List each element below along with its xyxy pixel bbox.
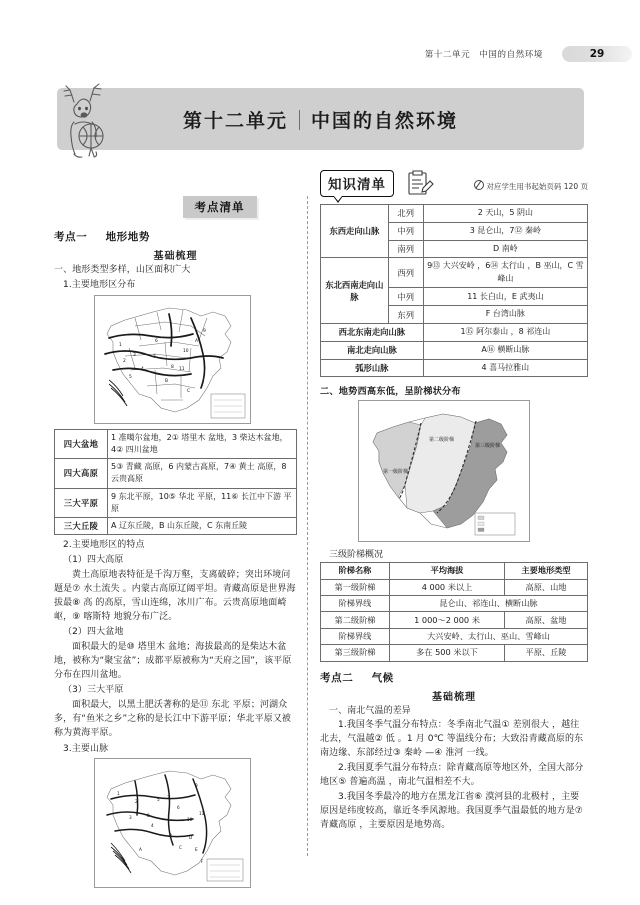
svg-text:B: B (169, 833, 172, 839)
svg-text:C: C (179, 845, 182, 851)
row-sub: 南列 (388, 240, 423, 258)
deer-with-globe-mascot (58, 74, 122, 160)
kaodian-2-title: 气候 (371, 671, 394, 684)
left-p1-text: 黄土高原地表特征是千沟万壑，支离破碎；突出环境问题是⑦ 水土流失 。内蒙古高原辽阔平坦。青藏高原是世界海拔最⑧ 高 的高原，雪山连绵，冰川广布。云贵高原地面崎岖，⑨ 喀斯特 地貌分布广泛。 (54, 570, 296, 623)
left-column (54, 196, 297, 892)
svg-text:第三级阶梯: 第三级阶梯 (475, 443, 501, 450)
running-head-unit: 第十二单元 中国的自然环境 (424, 50, 543, 60)
row-value: 9 东北平原，10⑤ 华北 平原，11⑥ 长江中下游 平原 (108, 488, 297, 517)
row-value: 11 长白山，E 武夷山 (423, 288, 587, 306)
table-row (321, 205, 588, 223)
table-row (321, 596, 588, 612)
row-key: 三大丘陵 (55, 518, 108, 535)
svg-text:F: F (201, 859, 204, 865)
table-row (55, 518, 297, 535)
unit-label: 第十二单元 (182, 109, 288, 132)
right-column (320, 170, 588, 834)
row-sub: 中列 (388, 222, 423, 240)
row-key: 东北西南走向山脉 (321, 258, 389, 324)
left-sub-2-heading: 2.主要地形区的特点 (63, 540, 145, 551)
svg-text:C: C (187, 388, 191, 394)
section-tag-kaodian: 考点清单 (183, 196, 257, 218)
svg-text:5: 5 (157, 797, 160, 803)
row-value: A 辽东丘陵，B 山东丘陵，C 东南丘陵 (108, 518, 297, 535)
step-altitude: 4 000 米以上 (390, 579, 505, 595)
row-key: 三大平原 (55, 488, 108, 517)
kaodian-1-number: 考点一 (54, 231, 88, 243)
svg-text:6: 6 (177, 805, 180, 811)
china-mountain-ranges-map (94, 758, 251, 888)
china-three-step-terrain-map (358, 400, 530, 542)
left-sub-3-heading: 3.主要山脉 (63, 743, 109, 754)
left-p2-text: 面积最大的是⑩ 塔里木 盆地；海拔最高的是柴达木盆地，被称为“聚宝盆”；成都平原被称为“天府之国”，该平原分布在四川盆地。 (54, 641, 292, 680)
mountain-ranges-table (320, 204, 588, 377)
row-sub: 中列 (388, 288, 423, 306)
row-key: 西北东南走向山脉 (321, 323, 424, 341)
right-section-3-heading: 一、南北气温的差异 (329, 705, 411, 716)
table-row (321, 258, 588, 288)
step-altitude: 多在 500 米以下 (390, 645, 505, 661)
kaodian-1-title: 地形地势 (105, 231, 150, 243)
row-value: 2 天山，5 阴山 (423, 205, 587, 223)
map2-legend (475, 513, 515, 535)
svg-text:1: 1 (119, 342, 122, 348)
banner-divider (299, 110, 300, 130)
student-book-page-note (474, 179, 588, 192)
step-name: 第一级阶梯 (321, 579, 390, 595)
row-sub: 西列 (388, 258, 423, 288)
row-key: 东西走向山脉 (321, 205, 389, 258)
svg-text:3: 3 (129, 815, 132, 821)
left-p1-title: （1）四大高原 (63, 555, 124, 566)
step-type: 高原、山地 (505, 579, 588, 595)
row-value: 1⑮ 阿尔泰山 ，8 祁连山 (423, 323, 587, 341)
map3-graphic (95, 759, 250, 887)
svg-text:D: D (189, 835, 193, 841)
map1-legend (211, 394, 245, 418)
row-key: 四大盆地 (55, 429, 108, 458)
svg-text:2: 2 (135, 799, 138, 805)
svg-text:1: 1 (117, 791, 120, 797)
step-type: 高原、盆地 (505, 612, 588, 628)
svg-text:10: 10 (183, 348, 189, 354)
steps-table-caption: 三级阶梯概况 (329, 550, 384, 561)
step-type: 平原、丘陵 (505, 645, 588, 661)
table-row (321, 612, 588, 628)
clipboard-pencil-icon (404, 168, 434, 198)
table-row (321, 579, 588, 595)
svg-text:A: A (139, 847, 142, 853)
svg-text:3: 3 (133, 352, 136, 358)
row-value: 3 昆仑山，7⑫ 秦岭 (423, 222, 587, 240)
svg-text:第一级阶梯: 第一级阶梯 (383, 469, 409, 476)
running-head (0, 44, 640, 64)
knowledge-list-bubble: 知识清单 (320, 170, 394, 197)
table-row (321, 359, 588, 377)
left-p3-text: 面积最大，以黑土肥沃著称的是⑪ 东北 平原；河湖众多，有“鱼米之乡”之称的是长江中下游平原；华北平原又被称为黄海平原。 (54, 699, 292, 738)
row-value: 4 喜马拉雅山 (423, 359, 587, 377)
student-book-page-note-text: 对应学生用书起始页码 120 页 (486, 182, 588, 191)
row-key: 南北走向山脉 (321, 341, 424, 359)
row-value: 9⑬ 大兴安岭 ，6⑭ 太行山 ，B 巫山，C 雪峰山 (423, 258, 587, 288)
svg-text:11: 11 (199, 811, 205, 817)
page-number: 29 (589, 48, 605, 60)
step-name: 第三级阶梯 (321, 645, 390, 661)
unit-title: 中国的自然环境 (311, 109, 459, 132)
svg-text:4: 4 (151, 823, 154, 829)
kaodian-2-number: 考点二 (320, 671, 354, 684)
svg-text:9: 9 (195, 783, 198, 789)
china-landform-distribution-map (94, 295, 251, 424)
svg-text:10: 10 (187, 817, 193, 823)
svg-text:4: 4 (141, 366, 144, 372)
unit-banner-title (57, 88, 584, 150)
col-header-name: 阶梯名称 (321, 563, 390, 579)
col-header-altitude: 平均海拔 (390, 563, 505, 579)
svg-text:7: 7 (167, 795, 170, 801)
svg-text:8: 8 (147, 813, 150, 819)
svg-text:11: 11 (179, 366, 185, 372)
climate-point-2: 2.我国夏季气温分布特点：除青藏高原等地区外，全国大部分地区⑤ 普遍高温 ，南北气温相差不大。 (320, 763, 584, 788)
kaodian-2-heading (320, 670, 588, 685)
step-altitude: 1 000～2 000 米 (390, 612, 505, 628)
table-row (321, 645, 588, 661)
row-sub: 北列 (388, 205, 423, 223)
row-value: 5③ 青藏 高原，6 内蒙古高原，7④ 黄土 高原，8 云贵高原 (108, 459, 297, 488)
column-divider (307, 196, 308, 856)
landform-regions-table (54, 429, 297, 536)
row-value: 1 准噶尔盆地，2① 塔里木 盆地，3 柴达木盆地，4② 四川盆地 (108, 429, 297, 458)
step-boundary: 大兴安岭、太行山、巫山、雪峰山 (390, 628, 588, 644)
col-header-type: 主要地形类型 (505, 563, 588, 579)
table-row (321, 341, 588, 359)
climate-point-3: 3.我国冬季最冷的地方在黑龙江省⑥ 漠河县的北极村 ，主要原因是纬度较高，靠近冬季风源地。我国夏季气温最低的地方是⑦ 青藏高原 ，主要原因是地势高。 (320, 792, 583, 831)
row-key: 弧形山脉 (321, 359, 424, 377)
svg-text:7: 7 (153, 354, 156, 360)
jichu-shuli-heading-2: 基础梳理 (432, 691, 476, 703)
knowledge-list-header (320, 170, 588, 204)
left-p2-title: （2）四大盆地 (63, 627, 124, 637)
svg-text:2: 2 (123, 358, 126, 364)
svg-text:6: 6 (155, 338, 158, 344)
table-row (55, 459, 297, 488)
map3-legend (207, 859, 243, 881)
jichu-shuli-heading-1: 基础梳理 (153, 251, 198, 262)
three-step-terrain-table (320, 562, 588, 661)
table-row (321, 628, 588, 644)
svg-text:8: 8 (171, 364, 174, 370)
unit-banner (57, 88, 584, 150)
svg-text:E: E (195, 847, 198, 853)
table-row (55, 429, 297, 458)
step-name: 阶梯界线 (321, 628, 390, 644)
map2-graphic (359, 401, 529, 541)
kaodian-1-heading (54, 229, 297, 244)
step-name: 第二级阶梯 (321, 612, 390, 628)
step-boundary: 昆仑山、祁连山、横断山脉 (390, 596, 588, 612)
row-value: F 台湾山脉 (423, 306, 587, 324)
table-row (55, 488, 297, 517)
row-value: A⑯ 横断山脉 (423, 341, 587, 359)
svg-text:B: B (165, 378, 169, 384)
map1-graphic (95, 296, 250, 423)
left-section-1-heading: 一、地形类型多样，山区面积广大 (54, 265, 191, 275)
row-value: D 南岭 (423, 240, 587, 258)
right-section-2-heading: 二、地势西高东低，呈阶梯状分布 (320, 386, 461, 398)
table-header-row (321, 563, 588, 579)
row-key: 四大高原 (55, 459, 108, 488)
svg-text:第二级阶梯: 第二级阶梯 (429, 437, 455, 444)
table-row (321, 323, 588, 341)
step-name: 阶梯界线 (321, 596, 390, 612)
climate-point-1: 1.我国冬季气温分布特点：冬季南北气温① 差别很大 ，越往北去，气温越② 低 。1 月 0℃ 等温线分布；大致沿青藏高原的东南边缘、东部经过③ 秦岭 —④ 淮河 一线。 (320, 720, 584, 759)
svg-text:9: 9 (203, 328, 206, 334)
pencil-note-icon (474, 180, 484, 190)
svg-text:5: 5 (129, 374, 132, 380)
left-p3-title: （3）三大平原 (63, 684, 124, 695)
svg-text:A: A (195, 338, 199, 344)
page-number-badge (562, 46, 632, 62)
row-sub: 东列 (388, 306, 423, 324)
left-sub-1-heading: 1.主要地形区分布 (63, 279, 136, 290)
